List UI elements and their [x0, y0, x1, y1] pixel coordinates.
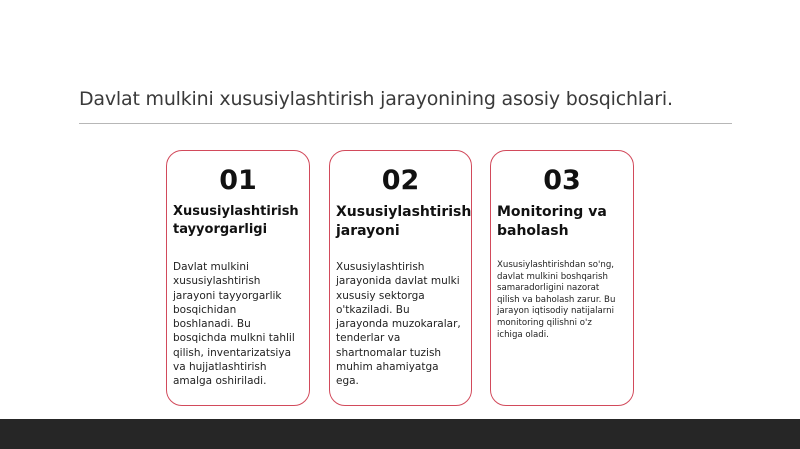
stage-description-line: jarayon iqtisodiy natijalarni — [497, 306, 614, 317]
stage-description-line: xususiylashtirish — [173, 275, 261, 288]
stage-description — [173, 260, 305, 389]
stage-description-line: o'tkaziladi. Bu — [336, 303, 410, 316]
stage-description-line: shartnomalar tuzish — [336, 346, 442, 359]
stage-heading-line: tayyorgarligi — [173, 222, 268, 237]
stage-description-line: jarayonda muzokaralar, — [336, 318, 461, 331]
stage-description-line: samaradorligini nazorat — [497, 283, 600, 294]
stage-description-line: davlat mulkini boshqarish — [497, 271, 608, 282]
stage-description-line: ega. — [336, 375, 359, 388]
stage-description-line: qilish va baholash zarur. Bu — [497, 294, 616, 305]
stage-number: 01 — [219, 165, 257, 196]
stage-card-1 — [166, 150, 310, 406]
stage-description-line: bosqichda mulkni tahlil — [173, 332, 295, 345]
stage-heading — [336, 203, 472, 241]
stage-card-2 — [329, 150, 472, 406]
stage-description-line: Davlat mulkini — [173, 261, 249, 273]
footer-bar — [0, 419, 800, 449]
stage-heading-line: Monitoring va — [497, 204, 607, 220]
stage-number: 02 — [381, 165, 420, 196]
stage-heading-line: Xususiylashtirish — [173, 204, 299, 219]
stage-description-line: ichiga oladi. — [497, 329, 549, 340]
stage-heading-line: Xususiylashtirish — [336, 204, 472, 220]
stage-description-line: monitoring qilishni o'z — [497, 317, 592, 328]
stage-description-line: va hujjatlashtirish — [173, 361, 267, 374]
stage-number: 03 — [543, 165, 581, 196]
stage-description — [336, 260, 467, 389]
stage-heading-line: jarayoni — [336, 223, 400, 239]
stage-heading-line: baholash — [497, 223, 569, 239]
stage-description-line: amalga oshiriladi. — [173, 375, 267, 388]
stage-description — [497, 260, 629, 341]
stage-description-line: Xususiylashtirish — [336, 261, 425, 273]
stage-description-line: boshlanadi. Bu — [173, 318, 251, 331]
stage-description-line: jarayoni tayyorgarlik — [173, 289, 282, 302]
title-divider — [79, 123, 732, 124]
stage-description-line: tenderlar va — [336, 332, 401, 345]
stage-heading — [173, 203, 305, 239]
stage-description-line: muhim ahamiyatga — [336, 361, 439, 374]
stage-card-3 — [490, 150, 634, 406]
slide-title: Davlat mulkini xususiylashtirish jarayonining asosiy bosqichlari. — [79, 88, 673, 110]
stage-description-line: xususiy sektorga — [336, 289, 425, 302]
stage-description-line: qilish, inventarizatsiya — [173, 346, 292, 359]
stage-description-line: Xususiylashtirishdan so'ng, — [497, 260, 615, 270]
stage-description-line: bosqichidan — [173, 303, 237, 316]
stage-description-line: jarayonida davlat mulki — [336, 275, 460, 288]
stage-heading — [497, 203, 629, 241]
